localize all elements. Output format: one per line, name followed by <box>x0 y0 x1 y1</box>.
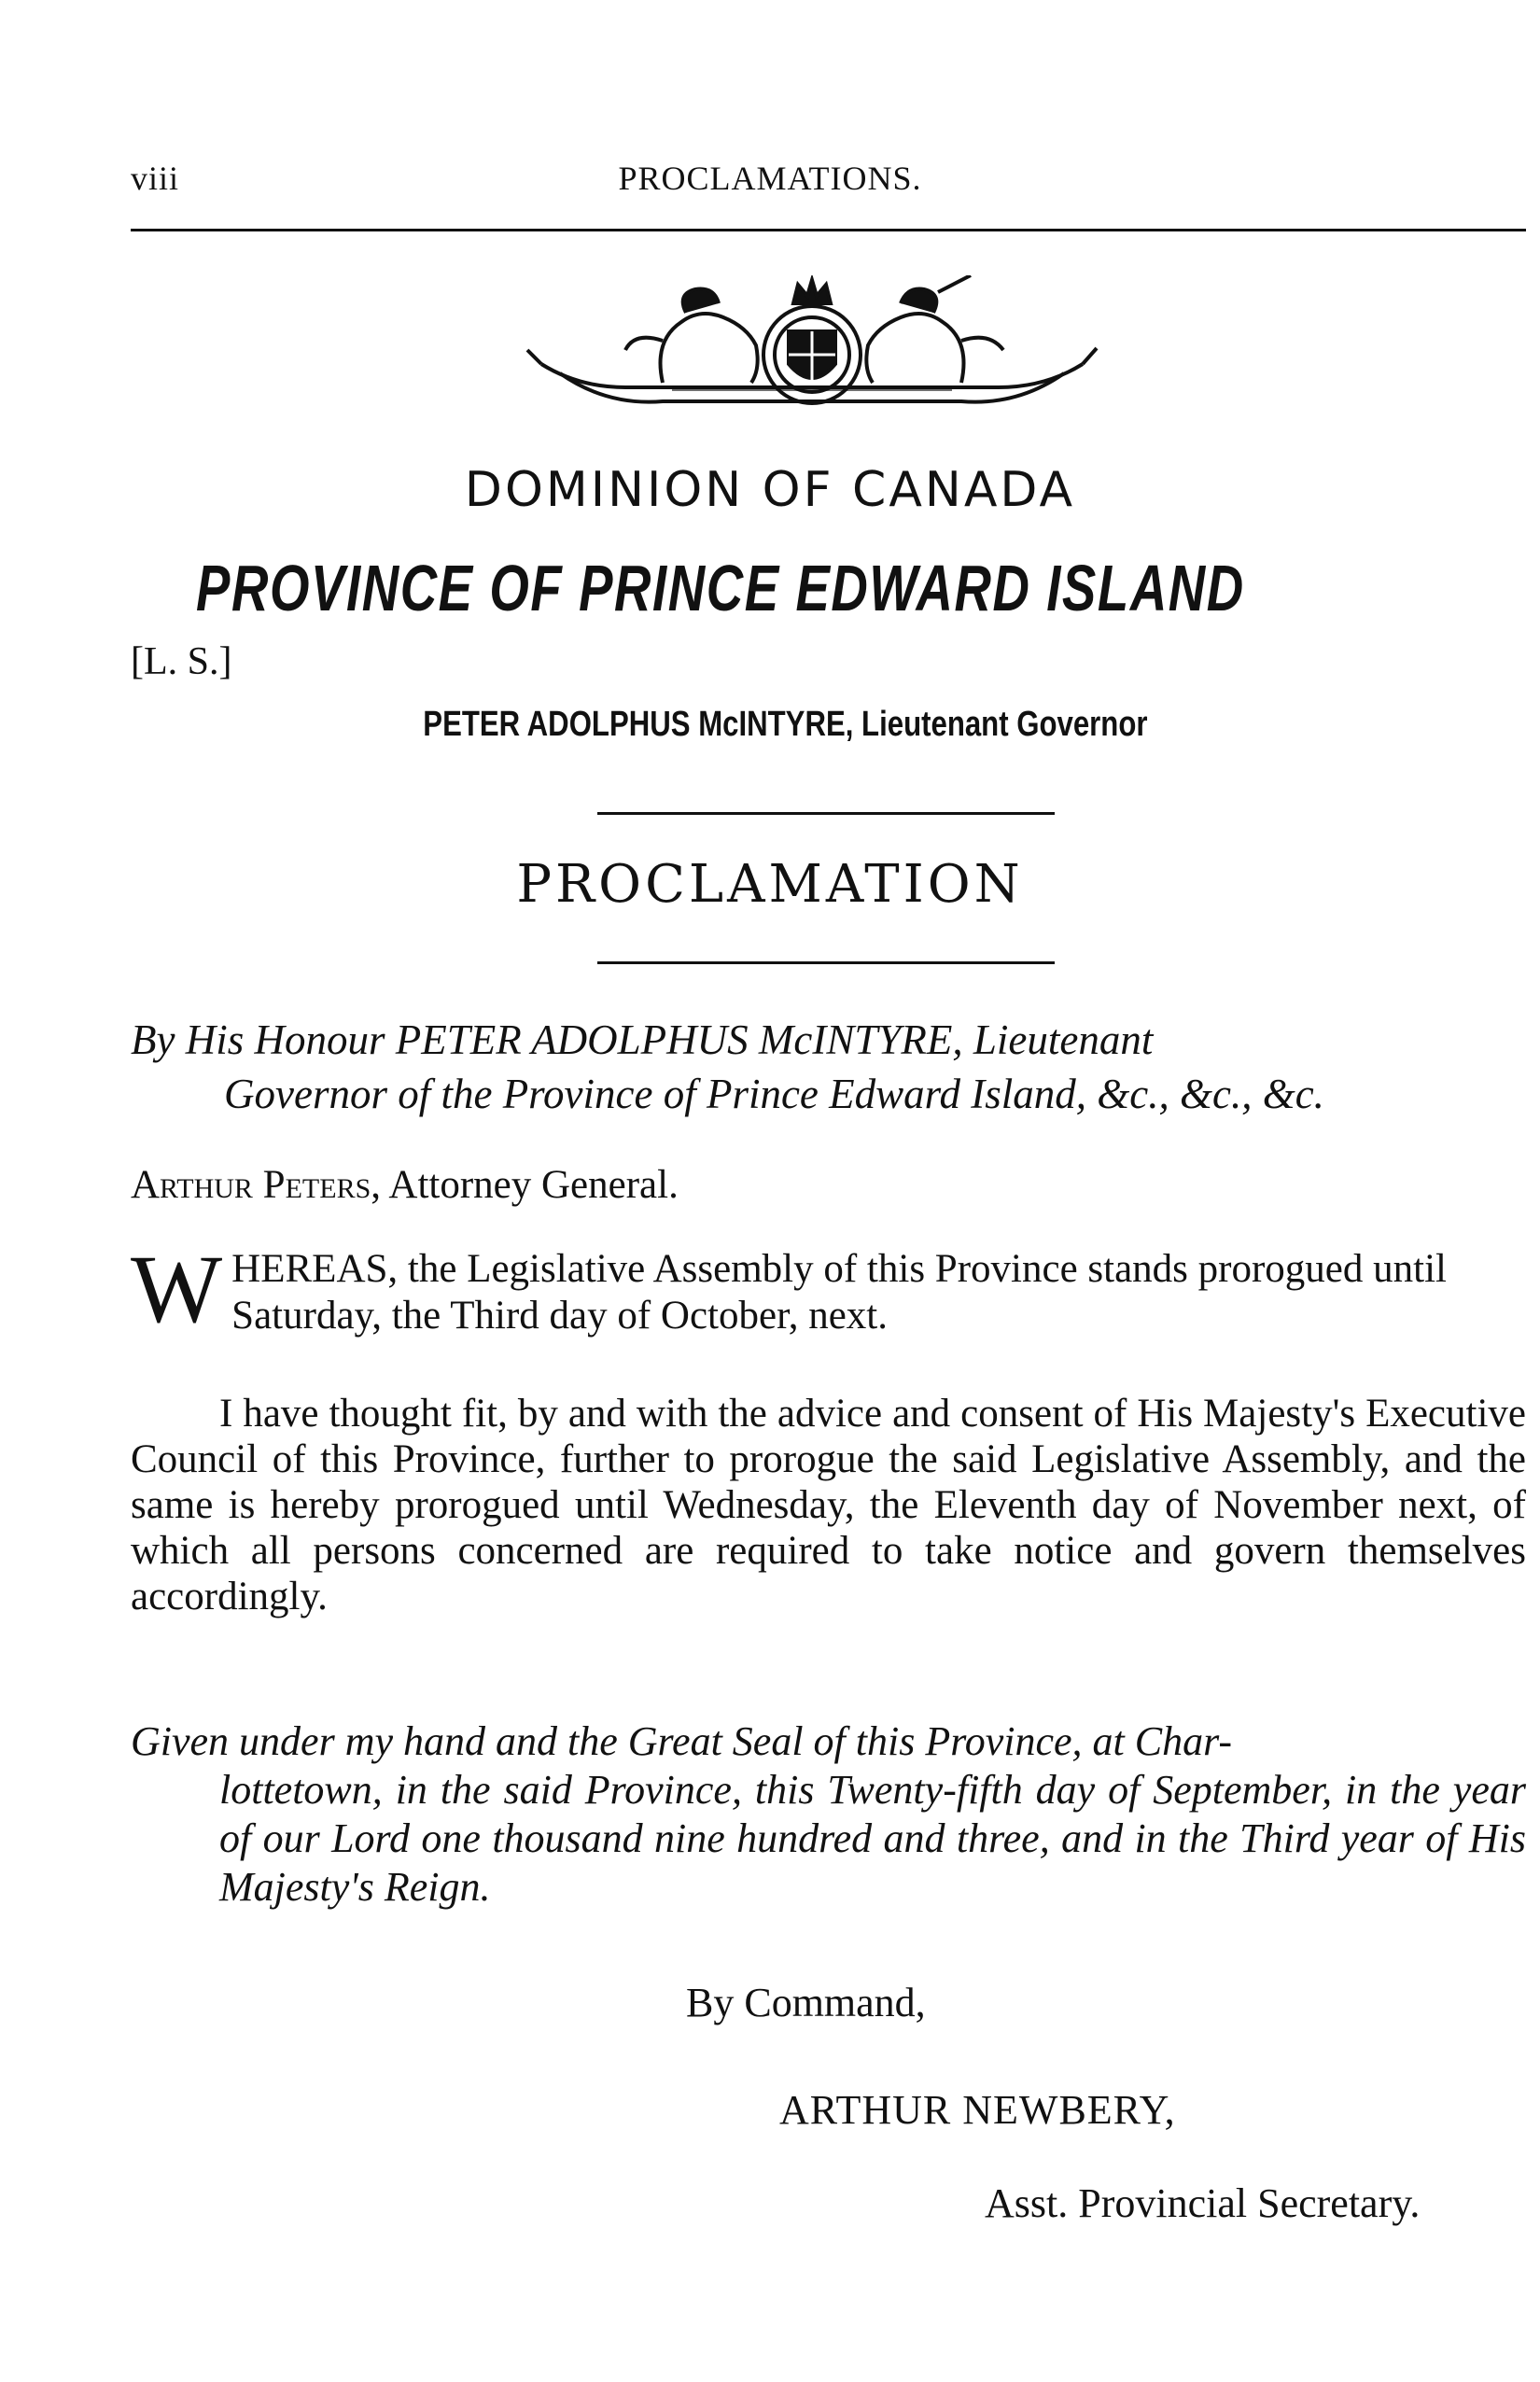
by-command: By Command, <box>686 1980 926 2025</box>
dominion-heading: DOMINION OF CANADA <box>464 462 1076 518</box>
by-honour-line-1: By His Honour PETER ADOLPHUS McINTYRE, Lieutenant <box>131 1016 1154 1063</box>
by-honour-line-2: Governor of the Province of Prince Edward Island, &c., &c., &c. <box>224 1071 1324 1117</box>
title-rule-upper <box>597 812 1055 815</box>
governor-line: PETER ADOLPHUS McINTYRE, Lieutenant Governor <box>423 705 1148 744</box>
proclamation-title: PROCLAMATION <box>516 854 1024 915</box>
signer-name: ARTHUR NEWBERY, <box>779 2087 1176 2133</box>
given-rest: lottetown, in the said Province, this Twenty-fifth day of September, in the year of our Lord one thousand nine hundred and three, and in the Third year of His Majesty's Reign. <box>219 1767 1526 1910</box>
whereas-paragraph <box>131 1236 1526 1343</box>
header-rule <box>131 229 1526 231</box>
whereas-text: HEREAS, the Legislative Assembly of this Province stands prorogued until Saturday, the Third day of October, next. <box>231 1247 1447 1338</box>
by-honour-clause <box>131 1013 1531 1121</box>
signer-title: Asst. Provincial Secretary. <box>985 2180 1421 2226</box>
attorney-title: , Attorney General. <box>371 1163 679 1207</box>
given-clause <box>131 1717 1526 1912</box>
province-heading: PROVINCE OF PRINCE EDWARD ISLAND <box>196 552 1245 624</box>
given-first-line: Given under my hand and the Great Seal of this Province, at Char- <box>131 1718 1232 1764</box>
attorney-name: Arthur Peters <box>131 1163 371 1207</box>
page-folio: viii <box>131 160 180 197</box>
seal-mark: [L. S.] <box>131 640 232 683</box>
running-title: PROCLAMATIONS. <box>618 160 922 197</box>
title-rule-lower <box>597 961 1055 964</box>
body-paragraph: I have thought fit, by and with the advice and consent of His Majesty's Executive Council of this Province, further to prorogue the said Legislative Assembly, and the same is hereby prorogued until Wednesday, the Eleventh day of November next, of which all persons concerned are required to take notice and govern themselves accordingly. <box>131 1392 1526 1618</box>
drop-cap: W <box>131 1236 223 1343</box>
attorney-line <box>131 1162 679 1208</box>
royal-coat-of-arms <box>523 275 1101 425</box>
